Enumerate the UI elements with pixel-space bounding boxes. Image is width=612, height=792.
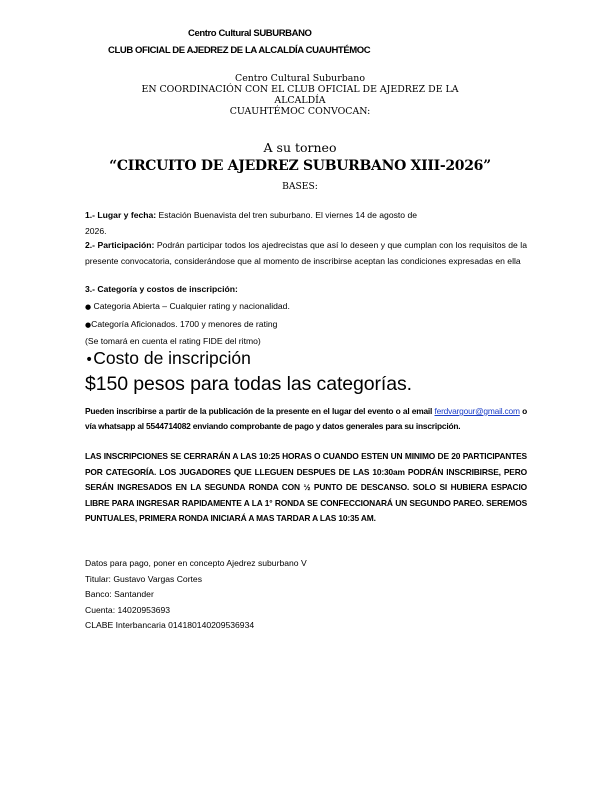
intro-line-2: EN COORDINACIÓN CON EL CLUB OFICIAL DE AJEDREZ DE LA: [141, 84, 459, 95]
bullet-icon: ●: [85, 303, 92, 311]
header-line-1: Centro Cultural SUBURBANO: [188, 28, 312, 39]
section-2: [85, 238, 527, 269]
bullet-icon: ●: [85, 321, 92, 329]
section-1-label: 1.- Lugar y fecha:: [85, 210, 157, 220]
intro-line-1: Centro Cultural Suburbano: [235, 73, 365, 84]
category-open: Categoria Abierta – Cualquier rating y nacionalidad.: [91, 301, 290, 311]
payment-clabe: CLABE Interbancaria 014180140209536934: [85, 620, 255, 630]
section-3-label: 3.- Categoría y costos de inscripción:: [85, 284, 238, 294]
cost-amount: $150 pesos para todas las categorías.: [85, 373, 412, 395]
section-1-text: Estación Buenavista del tren suburbano. El viernes 14 de agosto de: [156, 210, 418, 220]
cost-heading: Costo de inscripción: [93, 348, 251, 368]
intro-line-4: CUAUHTÉMOC CONVOCAN:: [229, 106, 371, 117]
cost-heading-line: [85, 348, 251, 369]
section-2-text: Podrán participar todos los ajedrecistas que así lo deseen y que cumplan con los requisitos de la presente convocatoria, considerándose que al momento de inscribirse aceptan las condiciones expresadas en ella: [85, 240, 527, 266]
registration-text: [85, 404, 527, 434]
tournament-title: “CIRCUITO DE AJEDREZ SUBURBANO XIII-2026”: [109, 158, 491, 174]
bases-heading: BASES:: [282, 181, 318, 192]
email-link[interactable]: ferdvargour@gmail.com: [434, 406, 520, 416]
intro-line-3: ALCALDÍA: [274, 95, 326, 106]
payment-intro: Datos para pago, poner en concepto Ajedrez suburbano V: [85, 558, 307, 568]
closing-rules: LAS INSCRIPCIONES SE CERRARÁN A LAS 10:25 HORAS O CUANDO ESTEN UN MINIMO DE 20 PARTICIPANTES POR CATEGORÍA. LOS JUGADORES QUE LLEGUEN DESPUES DE LAS 10:30am PODRÁN INSCRIBIRSE, PERO SERÁN INGRESADOS EN LA SEGUNDA RONDA CON ½ PUNTO DE DESCANSO. SOLO SI HUBIERA ESPACIO LIBRE PARA INGRESAR RAPIDAMENTE A LA 1° RONDA SE CONFECCIONARÁ UN SEGUNDO PAREO. SEREMOS PUNTUALES, PRIMERA RONDA INICIARÁ A MAS TARDAR A LAS 10:35 AM.: [85, 451, 527, 523]
payment-block: [85, 556, 530, 634]
section-2-label: 2.- Participación:: [85, 240, 155, 250]
registration-text-1: Pueden inscribirse a partir de la publicación de la presente en el lugar del evento o al email: [85, 406, 433, 416]
section-1: [85, 208, 530, 239]
payment-holder: Titular: Gustavo Vargas Cortes: [85, 573, 203, 584]
subtitle: A su torneo: [263, 140, 337, 155]
header-line-2: CLUB OFICIAL DE AJEDREZ DE LA ALCALDÍA CUAUHTÉMOC: [108, 45, 371, 56]
registration-text-2: o vía whatsapp al 5544714082 enviando comprobante de pago y datos generales para su inscripción.: [85, 406, 527, 431]
category-amateur: Categoría Aficionados. 1700 y menores de rating: [91, 319, 278, 329]
intro-block: [60, 73, 540, 117]
section-3: [85, 282, 530, 348]
bullet-icon: •: [85, 352, 94, 368]
section-1-text-2: 2026.: [85, 225, 107, 236]
payment-account: Cuenta: 14020953693: [85, 604, 171, 615]
rating-note: (Se tomará en cuenta el rating FIDE del ritmo): [85, 336, 261, 346]
payment-bank: Banco: Santander: [85, 589, 154, 599]
